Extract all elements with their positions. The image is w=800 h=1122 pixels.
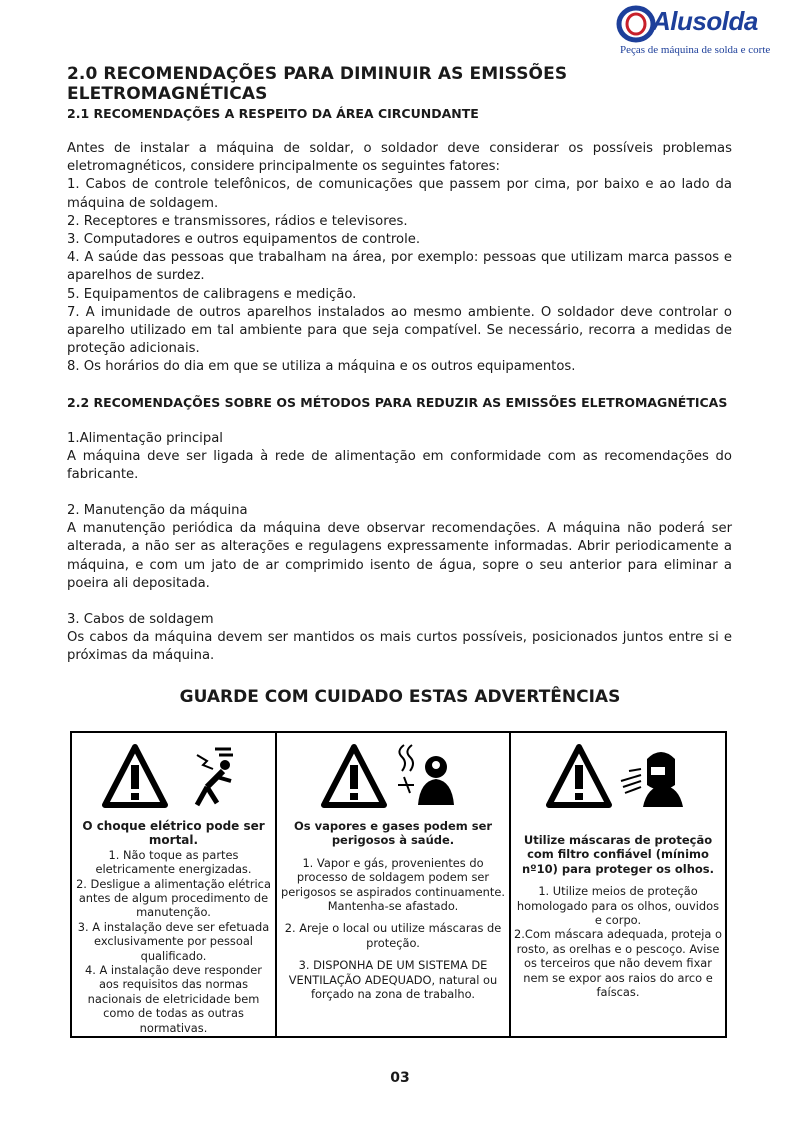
warning-item: 2.Com máscara adequada, proteja o rosto, as orelhas e o pescoço. Avise os terceiros que não devem fixar nem se expor aos raios do arco e faíscas. xyxy=(514,927,722,1000)
warning-item: 3. DISPONHA DE UM SISTEMA DE VENTILAÇÃO ADEQUADO, natural ou forçado na zona de trabalho. xyxy=(288,958,498,1002)
warning-column-electric xyxy=(72,733,275,1036)
item-heading: 3. Cabos de soldagem xyxy=(67,612,214,627)
warning-heading: Os vapores e gases podem ser perigosos à saúde. xyxy=(293,819,493,848)
warning-item: 1. Não toque as partes eletricamente energizadas. xyxy=(95,847,252,877)
welding-mask-warning-icon xyxy=(543,741,693,811)
item-text: Os cabos da máquina devem ser mantidos os mais curtos possíveis, posicionados juntos entre si e próximas da máquina. xyxy=(67,630,732,664)
item-text: A manutenção periódica da máquina deve observar recomendações. A máquina não poderá ser alterada, a não ser as alterações e regulagens expressamente informadas. Abrir periodicamente a máquina, e com um jato de ar comprimido isento de água, sopre o seu anterior para eliminar a poeira ali depositada. xyxy=(67,521,732,591)
page-number: 03 xyxy=(390,1070,410,1086)
warnings-title: GUARDE COM CUIDADO ESTAS ADVERTÊNCIAS xyxy=(179,687,621,707)
warning-text xyxy=(513,833,723,999)
list-item: 2. Receptores e transmissores, rádios e televisores. xyxy=(67,213,408,229)
warning-heading: Utilize máscaras de proteção com filtro confiável (mínimo nº10) para proteger os olhos. xyxy=(521,833,715,876)
item-heading: 2. Manutenção da máquina xyxy=(67,503,248,518)
list-item: 1. Cabos de controle telefônicos, de comunicações que passem por cima, por baixo e ao lado da máquina de soldagem. xyxy=(67,177,732,211)
warning-item: 1. Utilize meios de proteção homologado para os olhos, ouvidos e corpo. xyxy=(516,884,720,928)
list-item: 7. A imunidade de outros aparelhos instalados ao mesmo ambiente. O soldador deve controlar o aparelho utilizado em tal ambiente para que seja compatível. Se necessário, recorra a medidas de proteção adicionais. xyxy=(67,304,732,357)
brand-tagline: Peças de máquina de solda e corte xyxy=(620,44,771,56)
brand-name: Alusolda xyxy=(652,6,758,36)
paragraph: Antes de instalar a máquina de soldar, o soldador deve considerar os possíveis problemas eletromagnéticos, considere principalmente os seguintes fatores: xyxy=(67,141,732,175)
electric-shock-warning-icon xyxy=(99,741,249,811)
list-item: 5. Equipamentos de calibragens e medição. xyxy=(67,286,357,302)
warning-column-fumes xyxy=(275,733,509,1036)
list-item: 4. A saúde das pessoas que trabalham na área, por exemplo: pessoas que utilizam marca passos e aparelhos de surdez. xyxy=(67,250,732,284)
warning-column-mask xyxy=(509,733,725,1036)
cables-block xyxy=(67,611,732,666)
warning-item: 3. A instalação deve ser efetuada exclusivamente por pessoal qualificado. xyxy=(77,919,270,963)
maintenance-block xyxy=(67,502,732,593)
power-supply-block xyxy=(67,430,732,485)
warnings-table xyxy=(70,731,727,1038)
warning-heading: O choque elétrico pode ser mortal. xyxy=(82,819,265,848)
section-title: 2.0 RECOMENDAÇÕES PARA DIMINUIR AS EMISSÕES ELETROMAGNÉTICAS xyxy=(67,64,568,104)
item-text: A máquina deve ser ligada à rede de alimentação em conformidade com as recomendações do fabricante. xyxy=(67,449,732,483)
item-heading: 1.Alimentação principal xyxy=(67,431,223,446)
brand-logo xyxy=(612,4,792,62)
warning-item: 2. Areje o local ou utilize máscaras de proteção. xyxy=(284,921,502,950)
warning-item: 4. A instalação deve responder aos requisitos das normas nacionais de eletricidade bem como de todas as outras normativas. xyxy=(85,963,262,1035)
warning-item: 1. Vapor e gás, provenientes do processo de soldagem podem ser perigosos se aspirados continuamente. Mantenha-se afastado. xyxy=(281,855,505,914)
warning-text xyxy=(279,819,507,1001)
subsection-title-2-1: 2.1 RECOMENDAÇÕES A RESPEITO DA ÁREA CIRCUNDANTE xyxy=(67,106,479,121)
warning-item: 2. Desligue a alimentação elétrica antes de algum procedimento de manutenção. xyxy=(76,876,271,920)
subsection-title-2-2: 2.2 RECOMENDAÇÕES SOBRE OS MÉTODOS PARA REDUZIR AS EMISSÕES ELETROMAGNÉTICAS xyxy=(67,395,728,410)
list-item: 8. Os horários do dia em que se utiliza a máquina e os outros equipamentos. xyxy=(67,359,576,375)
subsection-2-1-body xyxy=(67,140,732,377)
list-item: 3. Computadores e outros equipamentos de controle. xyxy=(67,232,421,248)
fumes-warning-icon xyxy=(318,741,468,811)
warning-text xyxy=(74,819,273,1035)
